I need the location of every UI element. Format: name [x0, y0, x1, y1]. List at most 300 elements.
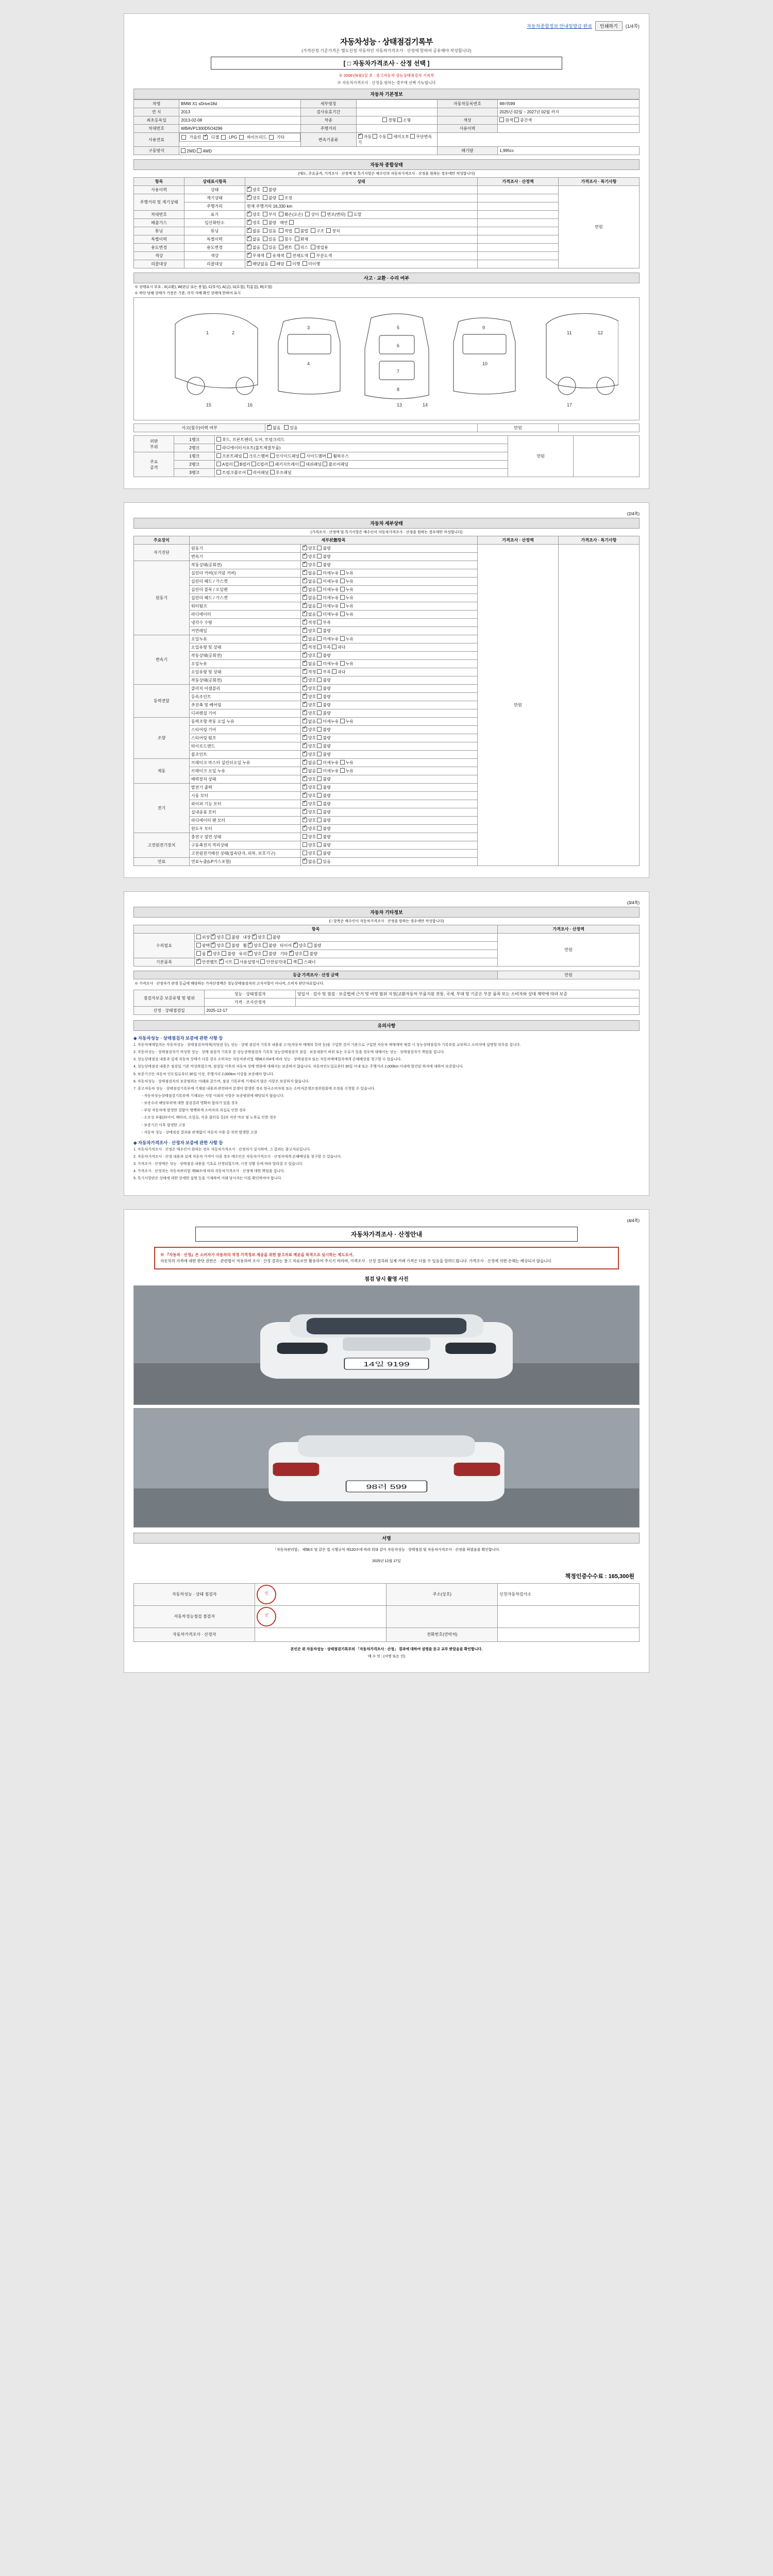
option-label: 적정	[308, 670, 317, 674]
checkbox-icon[interactable]	[303, 686, 307, 690]
item-options[interactable]	[300, 652, 477, 660]
item-options[interactable]	[300, 660, 477, 668]
checkbox-icon[interactable]	[248, 943, 253, 947]
item-options[interactable]	[300, 784, 477, 792]
item-options[interactable]	[300, 792, 477, 800]
checkbox-icon[interactable]	[317, 842, 322, 847]
checkbox-icon[interactable]	[263, 943, 267, 947]
checkbox-icon[interactable]	[340, 719, 345, 723]
checkbox-icon[interactable]	[317, 653, 322, 657]
checkbox-icon[interactable]	[321, 212, 326, 216]
row-options[interactable]	[245, 227, 477, 235]
detail-table	[133, 536, 640, 866]
checkbox-icon[interactable]	[317, 743, 322, 748]
option-label: 양호	[308, 678, 317, 683]
item-label: 작동상태(공회전)	[189, 676, 300, 685]
checkbox-icon[interactable]	[317, 595, 322, 600]
checkbox-icon[interactable]	[317, 620, 322, 624]
price-survey-checkbox-line[interactable]: [ □ 자동차가격조사 · 산정 선택 ]	[211, 57, 562, 70]
checkbox-icon[interactable]	[216, 470, 221, 474]
checkbox-icon[interactable]	[211, 943, 215, 947]
row-options[interactable]	[245, 244, 477, 252]
checkbox-icon[interactable]	[279, 245, 283, 249]
checkbox-icon[interactable]	[203, 135, 208, 140]
checkbox-icon[interactable]	[317, 785, 322, 789]
checkbox-icon[interactable]	[317, 636, 322, 641]
checkbox-icon[interactable]	[263, 187, 267, 192]
checkbox-icon[interactable]	[340, 579, 345, 583]
checkbox-icon[interactable]	[305, 212, 310, 216]
cell-value: BMW X1 sDrive18d	[179, 100, 300, 108]
item-options[interactable]	[300, 767, 477, 775]
checkbox-icon[interactable]	[340, 587, 345, 591]
checkbox-icon[interactable]	[317, 702, 322, 707]
checkbox-icon[interactable]	[247, 187, 251, 192]
vehicle-type-options[interactable]	[356, 116, 437, 125]
checkbox-icon[interactable]	[303, 809, 307, 814]
checkbox-icon[interactable]	[263, 245, 267, 249]
checkbox-icon[interactable]	[279, 228, 283, 233]
item-options[interactable]	[300, 693, 477, 701]
item-options[interactable]	[300, 850, 477, 858]
checkbox-icon[interactable]	[303, 570, 307, 575]
option-label: 부분도색	[316, 253, 332, 258]
checkbox-icon[interactable]	[317, 776, 322, 781]
checkbox-icon[interactable]	[303, 793, 307, 798]
item-options[interactable]	[300, 627, 477, 635]
option-label: 중간색	[520, 118, 532, 123]
checkbox-icon[interactable]	[340, 570, 345, 575]
option-label: B필러	[239, 462, 250, 467]
item-options[interactable]	[300, 545, 477, 553]
info-link[interactable]: 자동차종합정보 안내및발급 완료	[527, 24, 593, 29]
checkbox-icon[interactable]	[287, 253, 291, 258]
cell-label: 변속기종류	[300, 133, 356, 147]
fuel-options[interactable]	[179, 133, 300, 142]
checkbox-icon[interactable]	[303, 826, 307, 831]
checkbox-icon[interactable]	[247, 236, 251, 241]
checkbox-icon[interactable]	[211, 935, 215, 939]
checkbox-icon[interactable]	[340, 612, 345, 616]
item-options[interactable]	[300, 586, 477, 594]
accident-history-row	[133, 423, 640, 432]
item-options[interactable]	[300, 808, 477, 817]
option-label: 원색	[505, 118, 513, 123]
option-label: 양호	[308, 694, 317, 699]
checkbox-icon[interactable]	[303, 628, 307, 633]
checkbox-icon[interactable]	[317, 686, 322, 690]
row-options[interactable]	[245, 194, 477, 202]
cell-value: WBAVP1300D5O4296	[179, 125, 300, 133]
checkbox-icon[interactable]	[248, 951, 253, 956]
checkbox-icon[interactable]	[303, 562, 307, 567]
checkbox-icon[interactable]	[289, 220, 294, 225]
item-options[interactable]	[300, 676, 477, 685]
checkbox-icon[interactable]	[317, 603, 322, 608]
checkbox-icon[interactable]	[303, 710, 307, 715]
checkbox-icon[interactable]	[298, 959, 303, 964]
checkbox-icon[interactable]	[279, 195, 283, 200]
row-options[interactable]	[245, 235, 477, 244]
drivetrain-options[interactable]	[179, 147, 437, 155]
row-options[interactable]	[194, 934, 498, 942]
checkbox-icon[interactable]	[317, 793, 322, 798]
checkbox-icon[interactable]	[303, 653, 307, 657]
checkbox-icon[interactable]	[311, 228, 315, 233]
checkbox-icon[interactable]	[247, 220, 251, 225]
row-label: 기본품목	[134, 958, 195, 967]
checkbox-icon[interactable]	[247, 261, 251, 266]
checkbox-icon[interactable]	[332, 669, 337, 674]
checkbox-icon[interactable]	[251, 462, 256, 466]
item-options[interactable]	[300, 825, 477, 833]
checkbox-icon[interactable]	[303, 702, 307, 707]
mileage-value: 현재 주행거리 16,330 km	[245, 202, 477, 211]
item-options[interactable]	[300, 685, 477, 693]
option-label: 없음	[252, 229, 261, 233]
row-options[interactable]	[245, 211, 477, 219]
checkbox-icon[interactable]	[317, 677, 322, 682]
checkbox-icon[interactable]	[388, 134, 392, 139]
checkbox-icon[interactable]	[263, 951, 267, 956]
item-options[interactable]	[300, 635, 477, 643]
checkbox-icon[interactable]	[263, 195, 267, 200]
checkbox-icon[interactable]	[304, 951, 308, 956]
item-options[interactable]	[300, 643, 477, 652]
item-options[interactable]	[300, 701, 477, 709]
checkbox-icon[interactable]	[303, 645, 307, 649]
checkbox-icon[interactable]	[270, 470, 275, 474]
checkbox-icon[interactable]	[303, 620, 307, 624]
checkbox-icon[interactable]	[247, 253, 251, 258]
checkbox-icon[interactable]	[293, 943, 298, 947]
option-label: 룸	[201, 952, 206, 956]
item-options[interactable]	[300, 775, 477, 784]
note-item: 5. 특기사항란은 상태에 대한 상세한 설명 등을 기재하며 거래 당사자는 이를 확인하여야 합니다.	[133, 1177, 282, 1181]
checkbox-icon[interactable]	[247, 228, 251, 233]
checkbox-icon[interactable]	[317, 587, 322, 591]
checkbox-icon[interactable]	[196, 943, 201, 947]
item-options[interactable]	[300, 800, 477, 808]
option-label: 불량	[323, 818, 331, 823]
checkbox-icon[interactable]	[263, 228, 267, 233]
checkbox-icon[interactable]	[216, 453, 221, 458]
checkbox-icon[interactable]	[303, 842, 307, 847]
checkbox-icon[interactable]	[317, 834, 322, 839]
checkbox-icon[interactable]	[196, 959, 201, 964]
checkbox-icon[interactable]	[317, 859, 322, 863]
checkbox-icon[interactable]	[269, 462, 274, 466]
rank-items	[214, 452, 508, 461]
checkbox-icon[interactable]	[303, 719, 307, 723]
cell-label: 자동차등록번호	[437, 100, 498, 108]
checkbox-icon[interactable]	[216, 437, 221, 442]
checkbox-icon[interactable]	[303, 760, 307, 765]
checkbox-icon[interactable]	[289, 951, 294, 956]
item-options[interactable]	[300, 569, 477, 578]
option-label: 광택	[201, 943, 210, 948]
checkbox-icon[interactable]	[303, 834, 307, 839]
other-note: (□ 항목은 매수인이 자동차가격조사 · 산정을 원하는 경우에만 작성합니다)	[329, 920, 444, 923]
checkbox-icon[interactable]	[303, 661, 307, 666]
checkbox-icon[interactable]	[340, 768, 345, 773]
checkbox-icon[interactable]	[216, 445, 221, 450]
checkbox-icon[interactable]	[327, 453, 332, 458]
row-options[interactable]	[245, 260, 477, 268]
checkbox-icon[interactable]	[317, 727, 322, 732]
checkbox-icon[interactable]	[247, 212, 251, 216]
checkbox-icon[interactable]	[323, 462, 327, 466]
checkbox-icon[interactable]	[303, 603, 307, 608]
checkbox-icon[interactable]	[317, 710, 322, 715]
checkbox-icon[interactable]	[340, 661, 345, 666]
item-options[interactable]	[300, 817, 477, 825]
checkbox-icon[interactable]	[219, 959, 224, 964]
item-options[interactable]	[300, 759, 477, 767]
item-label: 실린더 헤드 / 가스켓	[189, 578, 300, 586]
checkbox-icon[interactable]	[284, 425, 289, 430]
checkbox-icon[interactable]	[303, 677, 307, 682]
checkbox-icon[interactable]	[207, 951, 212, 956]
checkbox-icon[interactable]	[196, 951, 201, 956]
item-options[interactable]	[300, 751, 477, 759]
transmission-options[interactable]	[356, 133, 437, 147]
checkbox-icon[interactable]	[270, 453, 275, 458]
checkbox-icon[interactable]	[269, 135, 274, 140]
checkbox-icon[interactable]	[181, 148, 186, 153]
checkbox-icon[interactable]	[317, 809, 322, 814]
checkbox-icon[interactable]	[382, 117, 387, 122]
checkbox-icon[interactable]	[222, 951, 226, 956]
checkbox-icon[interactable]	[317, 579, 322, 583]
checkbox-icon[interactable]	[317, 818, 322, 822]
svg-text:1: 1	[206, 330, 209, 335]
checkbox-icon[interactable]	[317, 562, 322, 567]
checkbox-icon[interactable]	[317, 752, 322, 756]
item-options[interactable]	[300, 742, 477, 751]
checkbox-icon[interactable]	[303, 694, 307, 699]
option-label: 누유	[345, 662, 354, 666]
checkbox-icon[interactable]	[373, 134, 377, 139]
checkbox-icon[interactable]	[340, 603, 345, 608]
checkbox-icon[interactable]	[303, 735, 307, 740]
checkbox-icon[interactable]	[310, 253, 315, 258]
item-label: 연료누출(LP가스포함)	[189, 858, 300, 866]
checkbox-icon[interactable]	[303, 768, 307, 773]
checkbox-icon[interactable]	[317, 801, 322, 806]
checkbox-icon[interactable]	[243, 453, 248, 458]
item-options[interactable]	[300, 561, 477, 569]
option-label: 미세누유	[323, 571, 340, 575]
checkbox-icon[interactable]	[317, 768, 322, 773]
checkbox-icon[interactable]	[295, 245, 299, 249]
checkbox-icon[interactable]	[267, 425, 272, 430]
checkbox-icon[interactable]	[326, 228, 331, 233]
checkbox-icon[interactable]	[303, 636, 307, 641]
print-button[interactable]: 인쇄하기	[595, 21, 623, 31]
checkbox-icon[interactable]	[181, 135, 186, 140]
signature-date: 2025년 12월 17일	[372, 1560, 401, 1564]
item-label: 구동축전지 격리상태	[189, 841, 300, 850]
option-label: 불량	[272, 935, 281, 940]
checkbox-icon[interactable]	[303, 851, 307, 855]
checkbox-icon[interactable]	[260, 959, 265, 964]
checkbox-icon[interactable]	[247, 470, 252, 474]
svg-text:7: 7	[397, 369, 400, 374]
option-label: 대쉬패널	[306, 462, 322, 467]
option-label: 미세누유	[323, 604, 340, 608]
row-options[interactable]	[245, 186, 477, 194]
item-options[interactable]	[300, 833, 477, 841]
checkbox-icon[interactable]	[263, 236, 267, 241]
checkbox-icon[interactable]	[317, 570, 322, 575]
item-options[interactable]	[300, 553, 477, 561]
checkbox-icon[interactable]	[303, 752, 307, 756]
checkbox-icon[interactable]	[317, 628, 322, 633]
item-options[interactable]	[300, 578, 477, 586]
checkbox-icon[interactable]	[397, 117, 402, 122]
checkbox-icon[interactable]	[226, 935, 230, 939]
checkbox-icon[interactable]	[317, 694, 322, 699]
checkbox-icon[interactable]	[271, 261, 275, 266]
checkbox-icon[interactable]	[514, 117, 519, 122]
page-4	[124, 1209, 649, 1673]
checkbox-icon[interactable]	[303, 743, 307, 748]
checkbox-icon[interactable]	[311, 245, 315, 249]
checkbox-icon[interactable]	[300, 453, 305, 458]
item-options[interactable]	[300, 668, 477, 676]
checkbox-icon[interactable]	[317, 735, 322, 740]
checkbox-icon[interactable]	[340, 760, 345, 765]
checkbox-icon[interactable]	[317, 669, 322, 674]
checkbox-icon[interactable]	[279, 236, 283, 241]
red-note-1: ※ 2006년6월1일 초 · 중고자동차 성능상태점검자 기록부	[339, 73, 434, 78]
checkbox-icon[interactable]	[317, 546, 322, 550]
item-options[interactable]	[300, 594, 477, 602]
checkbox-icon[interactable]	[267, 935, 272, 939]
option-label: 불량	[323, 703, 331, 707]
checkbox-icon[interactable]	[303, 579, 307, 583]
checkbox-icon[interactable]	[317, 760, 322, 765]
option-label: LPG	[228, 135, 237, 140]
checkbox-icon[interactable]	[197, 148, 201, 153]
row-options[interactable]	[245, 219, 477, 227]
checkbox-icon[interactable]	[234, 959, 239, 964]
item-options[interactable]	[300, 841, 477, 850]
checkbox-icon[interactable]	[303, 859, 307, 863]
note-item: 7. 중고자동차 성능 · 상태점검기록부에 기재된 내용과 관련하여 분쟁이 발생한 경우 한국소비자원 또는 소비자분쟁조정위원회에 조정을 신청할 수 있습니다.	[133, 1087, 376, 1091]
row-label: 배출가스	[134, 219, 184, 227]
checkbox-icon[interactable]	[358, 134, 363, 139]
checkbox-icon[interactable]	[317, 554, 322, 558]
item-options[interactable]	[300, 602, 477, 611]
checkbox-icon[interactable]	[317, 612, 322, 616]
checkbox-icon[interactable]	[234, 462, 239, 466]
item-options[interactable]	[300, 726, 477, 734]
checkbox-icon[interactable]	[226, 943, 230, 947]
row-options[interactable]	[265, 424, 478, 432]
checkbox-icon[interactable]	[300, 462, 305, 466]
checkbox-icon[interactable]	[266, 253, 271, 258]
svg-text:17: 17	[567, 402, 573, 408]
checkbox-icon[interactable]	[287, 261, 291, 266]
checkbox-icon[interactable]	[317, 851, 322, 855]
option-label: 누유	[345, 571, 354, 575]
checkbox-icon[interactable]	[247, 245, 251, 249]
row-options[interactable]	[245, 252, 477, 260]
checkbox-icon[interactable]	[340, 636, 345, 641]
checkbox-icon[interactable]	[216, 462, 221, 466]
option-label: 없음	[308, 769, 317, 773]
basic-items-options[interactable]	[194, 958, 498, 967]
checkbox-icon[interactable]	[221, 135, 226, 140]
checkbox-icon[interactable]	[247, 195, 251, 200]
checkbox-icon[interactable]	[499, 117, 504, 122]
checkbox-icon[interactable]	[287, 959, 292, 964]
checkbox-icon[interactable]	[279, 212, 283, 216]
checkbox-icon[interactable]	[303, 546, 307, 550]
item-label: 실내송풍 모터	[189, 808, 300, 817]
checkbox-icon[interactable]	[303, 595, 307, 600]
item-options[interactable]	[300, 619, 477, 627]
checkbox-icon[interactable]	[317, 645, 322, 649]
checkbox-icon[interactable]	[252, 935, 257, 939]
checkbox-icon[interactable]	[303, 818, 307, 822]
checkbox-icon[interactable]	[348, 212, 352, 216]
checkbox-icon[interactable]	[303, 554, 307, 558]
item-options[interactable]	[300, 734, 477, 742]
last-page-title: 자동차가격조사 · 산정안내	[195, 1227, 578, 1242]
checkbox-icon[interactable]	[263, 220, 267, 225]
checkbox-icon[interactable]	[303, 669, 307, 674]
price-unit: 만원	[498, 971, 640, 979]
option-label: 불량	[268, 188, 277, 192]
group-label: 제동	[134, 759, 190, 784]
item-options[interactable]	[300, 709, 477, 718]
checkbox-icon[interactable]	[303, 785, 307, 789]
checkbox-icon[interactable]	[295, 236, 299, 241]
checkbox-icon[interactable]	[317, 826, 322, 831]
note-item: 1. 자동차가격조사 · 산정은 매수인이 원하는 경우 자동차가격조사 · 산정자가 실시하며, 그 결과는 참고자료입니다.	[133, 1147, 311, 1151]
item-options[interactable]	[300, 858, 477, 866]
checkbox-icon[interactable]	[332, 645, 337, 649]
row-options[interactable]	[194, 942, 498, 950]
table-row	[134, 934, 640, 942]
checkbox-icon[interactable]	[303, 261, 307, 266]
checkbox-icon[interactable]	[303, 776, 307, 781]
checkbox-icon[interactable]	[410, 134, 415, 139]
checkbox-icon[interactable]	[303, 587, 307, 591]
checkbox-icon[interactable]	[303, 727, 307, 732]
item-label: 배력장치 상태	[189, 775, 300, 784]
checkbox-icon[interactable]	[196, 935, 201, 939]
item-options[interactable]	[300, 611, 477, 619]
row-options[interactable]	[194, 950, 498, 958]
checkbox-icon[interactable]	[303, 612, 307, 616]
checkbox-icon[interactable]	[317, 719, 322, 723]
item-label: 워터펌프	[189, 602, 300, 611]
checkbox-icon[interactable]	[295, 228, 299, 233]
checkbox-icon[interactable]	[340, 595, 345, 600]
checkbox-icon[interactable]	[303, 801, 307, 806]
item-options[interactable]	[300, 718, 477, 726]
checkbox-icon[interactable]	[308, 943, 312, 947]
option-label: 불량	[231, 935, 240, 940]
checkbox-icon[interactable]	[263, 212, 267, 216]
checkbox-icon[interactable]	[317, 661, 322, 666]
checkbox-icon[interactable]	[239, 135, 244, 140]
row-label: 자동차성능 · 상태 점검자	[134, 1583, 255, 1605]
